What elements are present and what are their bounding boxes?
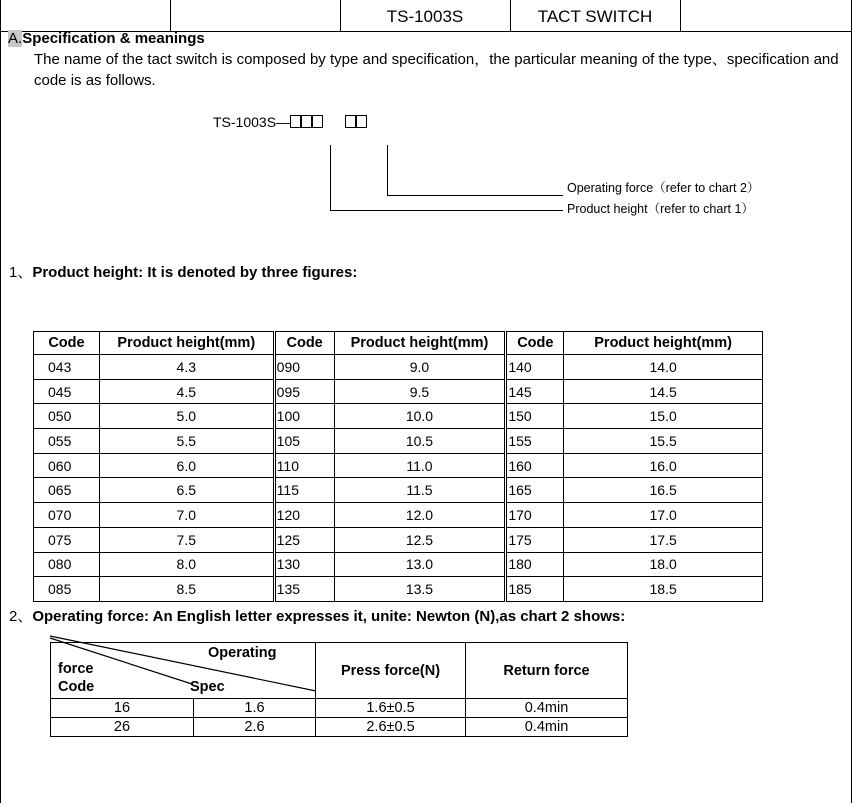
column-header: Code [34,332,100,355]
height-cell: 6.5 [99,478,274,503]
height-cell: 12.0 [334,503,506,528]
code-cell: 075 [34,527,100,552]
section-a-prefix: A. [8,30,23,47]
code-cell: 155 [506,429,564,454]
column-header: Press force(N) [316,643,466,699]
height-cell: 18.5 [564,577,763,602]
height-cell: 8.0 [99,552,274,577]
code-model-prefix: TS-1003S— [213,114,291,130]
corner-label-force: force [58,661,94,677]
code-cell: 100 [274,404,334,429]
height-cell: 12.5 [334,527,506,552]
section-1-number: 1、 [9,264,33,281]
table-row [51,699,628,718]
section-2-number: 2、 [9,608,33,625]
product-name: TACT SWITCH [510,0,681,31]
column-header: Product height(mm) [99,332,274,355]
height-cell: 10.0 [334,404,506,429]
height-cell: 13.5 [334,577,506,602]
force-code-cell: 26 [51,718,194,737]
code-cell: 043 [34,355,100,380]
code-cell: 050 [34,404,100,429]
code-cell: 160 [506,453,564,478]
height-cell: 17.5 [564,527,763,552]
column-header: Code [274,332,334,355]
height-cell: 6.0 [99,453,274,478]
table-row [51,718,628,737]
code-cell: 080 [34,552,100,577]
code-cell: 135 [274,577,334,602]
code-cell: 105 [274,429,334,454]
code-cell: 125 [274,527,334,552]
return-force-cell: 0.4min [466,699,628,718]
height-cell: 8.5 [99,577,274,602]
code-cell: 070 [34,503,100,528]
spec-cell: 2.6 [194,718,316,737]
code-cell: 115 [274,478,334,503]
table-header-row [51,643,628,699]
code-cell: 065 [34,478,100,503]
code-cell: 120 [274,503,334,528]
code-cell: 090 [274,355,334,380]
code-cell: 185 [506,577,564,602]
height-cell: 14.0 [564,355,763,380]
height-cell: 7.5 [99,527,274,552]
code-cell: 055 [34,429,100,454]
model-number: TS-1003S [340,0,511,31]
spec-cell: 1.6 [194,699,316,718]
section-2-text: Operating force: An English letter expresses it, unite: Newton (N),as chart 2 shows: [32,608,626,625]
height-cell: 5.0 [99,404,274,429]
height-cell: 9.5 [334,379,506,404]
height-cell: 15.5 [564,429,763,454]
column-header: Code [506,332,564,355]
height-cell: 11.5 [334,478,506,503]
height-cell: 7.0 [99,503,274,528]
corner-header-cell [51,643,316,699]
height-cell: 16.0 [564,453,763,478]
operating-force-table [50,642,628,737]
corner-label-code: Code [58,679,95,695]
force-annotation: Operating force（refer to chart 2） [567,181,760,195]
column-header: Return force [466,643,628,699]
section-1-text: Product height: It is denoted by three figures: [32,264,358,281]
height-cell: 9.0 [334,355,506,380]
code-cell: 180 [506,552,564,577]
code-cell: 085 [34,577,100,602]
height-cell: 13.0 [334,552,506,577]
code-cell: 175 [506,527,564,552]
corner-label-operating: Operating [208,645,277,661]
press-force-cell: 2.6±0.5 [316,718,466,737]
section-a-paragraph: The name of the tact switch is composed by type and specification，the particular meaning of the type、specification and code is as follows. [34,51,839,89]
code-cell: 095 [274,379,334,404]
code-cell: 150 [506,404,564,429]
return-force-cell: 0.4min [466,718,628,737]
corner-label-spec: Spec [190,679,225,695]
height-cell: 14.5 [564,379,763,404]
press-force-cell: 1.6±0.5 [316,699,466,718]
force-code-cell: 16 [51,699,194,718]
code-cell: 130 [274,552,334,577]
code-cell: 140 [506,355,564,380]
code-cell: 165 [506,478,564,503]
height-cell: 11.0 [334,453,506,478]
code-cell: 060 [34,453,100,478]
height-cell: 4.5 [99,379,274,404]
height-annotation: Product height（refer to chart 1） [567,202,754,216]
height-cell: 15.0 [564,404,763,429]
height-cell: 16.5 [564,478,763,503]
section-a-heading: Specification & meanings [22,30,205,47]
code-cell: 145 [506,379,564,404]
height-cell: 18.0 [564,552,763,577]
height-cell: 17.0 [564,503,763,528]
column-header: Product height(mm) [564,332,763,355]
column-header: Product height(mm) [334,332,506,355]
height-cell: 10.5 [334,429,506,454]
code-cell: 045 [34,379,100,404]
height-cell: 4.3 [99,355,274,380]
height-cell: 5.5 [99,429,274,454]
code-cell: 170 [506,503,564,528]
code-cell: 110 [274,453,334,478]
